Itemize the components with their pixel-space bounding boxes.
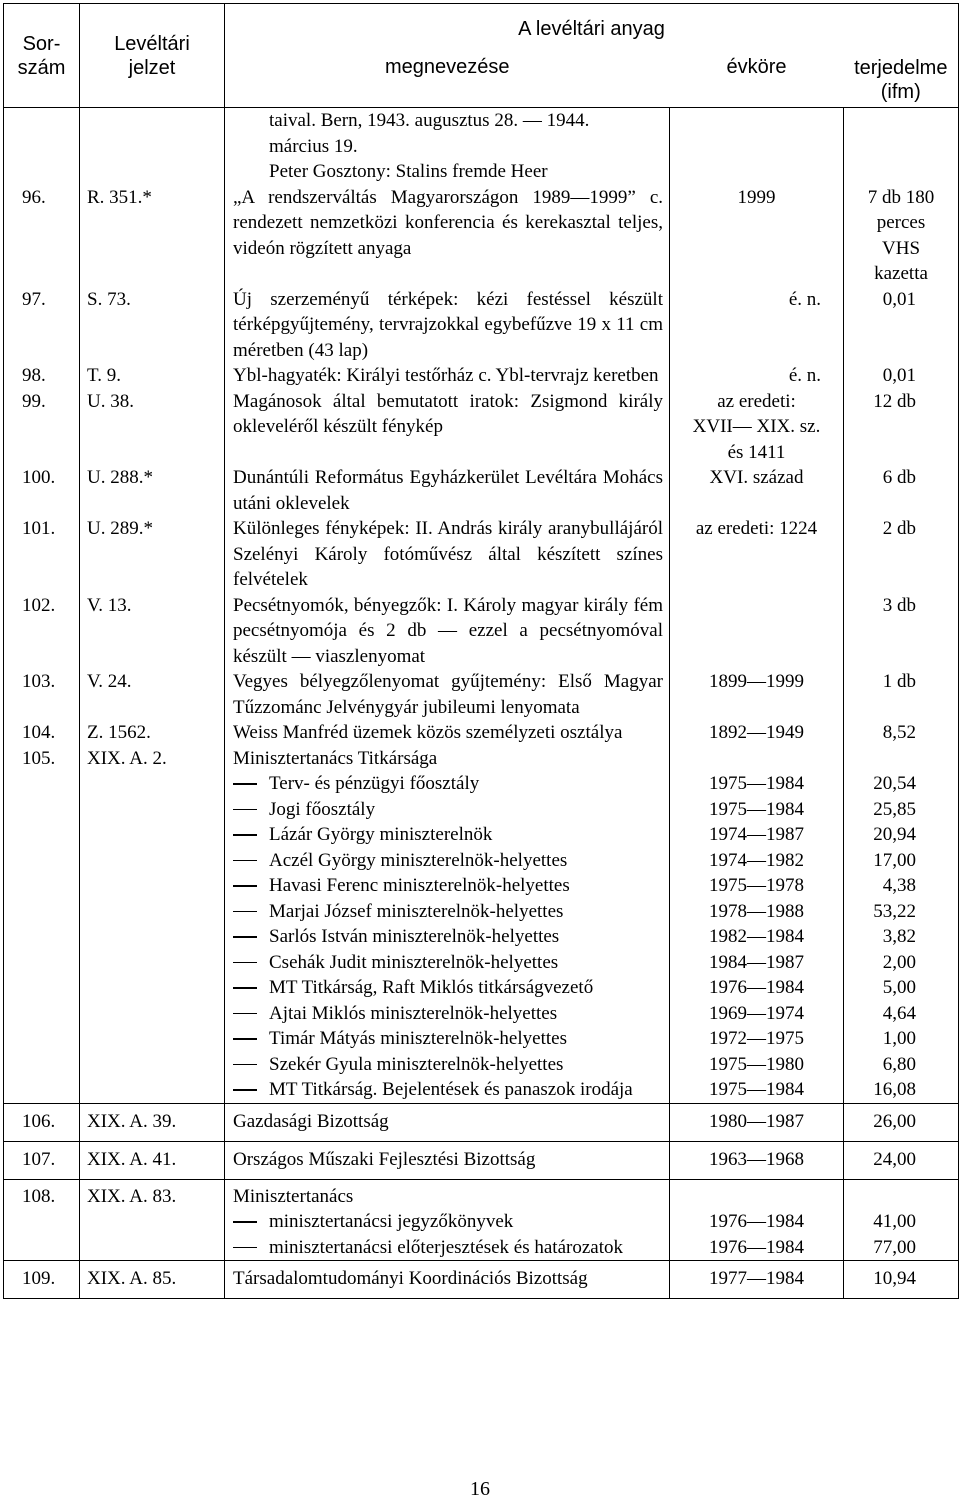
row-name: Minisztertanács minisztertanácsi jegyzőkönyvek minisztertanácsi előterjesztések és határozatok [225, 1179, 670, 1261]
row-years: XVI. század [670, 465, 844, 516]
row-name: Magánosok által bemutatott iratok: Zsigmond király okleveléről készült fénykép [225, 389, 670, 466]
row-number: 108. [4, 1179, 80, 1261]
table-row [4, 363, 959, 389]
row-extent: 12 db [844, 389, 959, 466]
row-extent: 1 db [844, 669, 959, 720]
row-extent: 0,01 [844, 287, 959, 364]
sub-item: minisztertanácsi jegyzőkönyvek [233, 1209, 663, 1235]
row-extent: 8,52 [844, 720, 959, 746]
row-years: 1892―1949 [670, 720, 844, 746]
continuation-line: taival. Bern, 1943. augusztus 28. ― 1944. [269, 110, 590, 131]
row-extent: 10,94 [844, 1261, 959, 1299]
row-ref: U. 289.* [80, 516, 225, 593]
row-ref: V. 13. [80, 593, 225, 670]
row-number: 103. [4, 669, 80, 720]
row-ref: T. 9. [80, 363, 225, 389]
row-name: Weiss Manfréd üzemek közös személyzeti osztálya [225, 720, 670, 746]
row-name: Vegyes bélyegzőlenyomat gyűjtemény: Első Magyar Tűzzománc Jelvénygyár jubileumi lenyomata [225, 669, 670, 720]
row-extent: 6 db [844, 465, 959, 516]
table-row [4, 746, 959, 1104]
table-row [4, 465, 959, 516]
row-years: 1980―1987 [670, 1103, 844, 1141]
row-extent: 41,00 77,00 [844, 1179, 959, 1261]
row-years [670, 593, 844, 670]
row-number: 107. [4, 1141, 80, 1179]
table-row [4, 108, 959, 185]
row-extent: 20,54 25,85 20,94 17,00 4,38 53,22 3,82 2,00 5,00 4,64 1,00 6,80 16,08 [844, 746, 959, 1104]
sub-item: Lázár György miniszterelnök [233, 822, 663, 848]
row-name: „A rendszerváltás Magyarországon 1989―1999” c. rendezett nemzetközi konferencia és kerekasztal teljes, videón rögzített anyaga [225, 185, 670, 287]
row-years: 1975―1984 1975―1984 1974―1987 1974―1982 1975―1978 1978―1988 1982―1984 1984―1987 1976―1984 1969―1974 1972―1975 1975―1980 1975―1984 [670, 746, 844, 1104]
sub-item: Timár Mátyás miniszterelnök-helyettes [233, 1026, 663, 1052]
header-jelzet: Levéltári jelzet [80, 4, 225, 108]
table-row [4, 185, 959, 287]
continuation-line: március 19. [269, 135, 358, 157]
archive-table [3, 3, 959, 1299]
row-years: az eredeti: 1224 [670, 516, 844, 593]
row-ref: R. 351.* [80, 185, 225, 287]
row-extent: 26,00 [844, 1103, 959, 1141]
row-extent: 24,00 [844, 1141, 959, 1179]
row-years: az eredeti: XVII― XIX. sz. és 1411 [670, 389, 844, 466]
sub-item: Terv- és pénzügyi főosztály [233, 771, 663, 797]
sub-item: Ajtai Miklós miniszterelnök-helyettes [233, 1001, 663, 1027]
row-years: 1976―1984 1976―1984 [670, 1179, 844, 1261]
row-years: é. n. [670, 287, 844, 364]
sub-item: MT Titkárság, Raft Miklós titkárságvezető [233, 975, 663, 1001]
row-ref: XIX. A. 39. [80, 1103, 225, 1141]
sub-item: MT Titkárság. Bejelentések és panaszok irodája [233, 1077, 663, 1103]
table-row [4, 287, 959, 364]
row-name: Ybl-hagyaték: Királyi testőrház c. Ybl-tervrajz keretben [225, 363, 670, 389]
row-ref: XIX. A. 85. [80, 1261, 225, 1299]
table-row [4, 389, 959, 466]
table-row [4, 720, 959, 746]
row-number: 96. [4, 185, 80, 287]
row-years: 1977―1984 [670, 1261, 844, 1299]
table-row [4, 1103, 959, 1141]
row-ref: U. 38. [80, 389, 225, 466]
header-terjedelme: terjedelme (ifm) [844, 56, 959, 108]
continuation-line: Peter Gosztony: Stalins fremde Heer [269, 161, 548, 182]
row-name: Pecsétnyomók, bényegzők: I. Károly magyar király fém pecsétnyomója és 2 db ― ezzel a pecsétnyomóval készült ― viaszlenyomat [225, 593, 670, 670]
row-ref: V. 24. [80, 669, 225, 720]
row-years: é. n. [670, 363, 844, 389]
sub-item: minisztertanácsi előterjesztések és határozatok [233, 1235, 663, 1261]
table-row [4, 1141, 959, 1179]
row-number: 106. [4, 1103, 80, 1141]
sub-item: Marjai József miniszterelnök-helyettes [233, 899, 663, 925]
row-number: 101. [4, 516, 80, 593]
table-row [4, 593, 959, 670]
sub-item: Jogi főosztály [233, 797, 663, 823]
row-number: 98. [4, 363, 80, 389]
header-group: A levéltári anyag [225, 4, 959, 56]
table-row [4, 1261, 959, 1299]
row-name: Minisztertanács Titkársága Terv- és pénzügyi főosztály Jogi főosztály Lázár György miniszterelnök Aczél György miniszterelnök-helyettes Havasi Ferenc miniszterelnök-helyettes Marjai József miniszterelnök-helyettes Sarlós István miniszterelnök-helyettes Csehák Judit miniszterelnök-helyettes MT Titkárság, Raft Miklós titkárságvezető Ajtai Miklós miniszterelnök-helyettes Timár Mátyás miniszterelnök-helyettes Szekér Gyula miniszterelnök-helyettes MT Titkárság. Bejelentések és panaszok irodája [225, 746, 670, 1104]
row-number: 100. [4, 465, 80, 516]
header-megnevezese: megnevezése [225, 56, 670, 108]
table-row [4, 516, 959, 593]
row-ref: U. 288.* [80, 465, 225, 516]
row-number: 105. [4, 746, 80, 1104]
row-number: 104. [4, 720, 80, 746]
table-row [4, 1179, 959, 1261]
row-extent: 3 db [844, 593, 959, 670]
row-ref: XIX. A. 41. [80, 1141, 225, 1179]
row-name: Társadalomtudományi Koordinációs Bizottság [225, 1261, 670, 1299]
row-name: Országos Műszaki Fejlesztési Bizottság [225, 1141, 670, 1179]
row-number: 97. [4, 287, 80, 364]
table-row [4, 669, 959, 720]
row-name: Dunántúli Református Egyházkerület Levéltára Mohács utáni oklevelek [225, 465, 670, 516]
row-name: Gazdasági Bizottság [225, 1103, 670, 1141]
sub-item: Aczél György miniszterelnök-helyettes [233, 848, 663, 874]
row-extent: 7 db 180 perces VHS kazetta [844, 185, 959, 287]
row-number: 109. [4, 1261, 80, 1299]
row-extent: 0,01 [844, 363, 959, 389]
header-evkore: évköre [670, 56, 844, 108]
row-ref: Z. 1562. [80, 720, 225, 746]
row-name: Új szerzeményű térképek: kézi festéssel készült térképgyűjtemény, tervrajzokkal egybefűzve 19 x 11 cm méretben (43 lap) [225, 287, 670, 364]
row-ref: S. 73. [80, 287, 225, 364]
row-number: 102. [4, 593, 80, 670]
row-number: 99. [4, 389, 80, 466]
page-number: 16 [470, 1478, 490, 1500]
row-ref: XIX. A. 83. [80, 1179, 225, 1261]
header-sorszam: Sor-szám [4, 4, 80, 108]
row-ref: XIX. A. 2. [80, 746, 225, 1104]
sub-item: Szekér Gyula miniszterelnök-helyettes [233, 1052, 663, 1078]
row-extent: 2 db [844, 516, 959, 593]
sub-item: Csehák Judit miniszterelnök-helyettes [233, 950, 663, 976]
sub-item: Havasi Ferenc miniszterelnök-helyettes [233, 873, 663, 899]
row-name: Különleges fényképek: II. András király aranybullájáról Szelényi Károly fotóművész által készített színes felvételek [225, 516, 670, 593]
sub-item: Sarlós István miniszterelnök-helyettes [233, 924, 663, 950]
row-years: 1963―1968 [670, 1141, 844, 1179]
row-years: 1999 [670, 185, 844, 287]
row-years: 1899―1999 [670, 669, 844, 720]
